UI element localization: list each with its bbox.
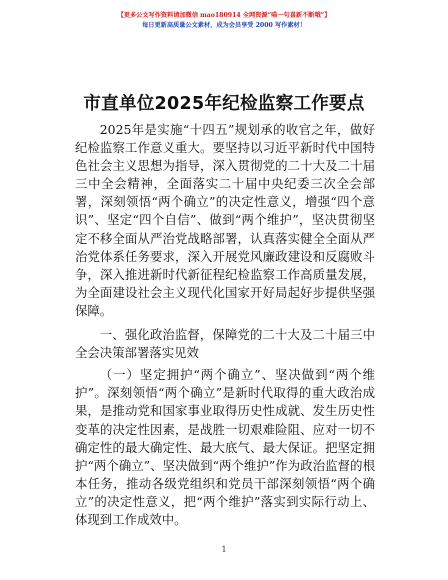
document-title: 市直单位2025年纪检监察工作要点 (83, 94, 365, 114)
document-body (75, 121, 375, 533)
page-number: 1 (221, 545, 227, 554)
promo-line-1: 【更多公文写作资料请加微信 mao180914 全网资源“喵一句喜新不断哦”】 (117, 12, 331, 19)
section-heading-1: 一、强化政治监督，保障党的二十大及二十届三中全会决策部署落实见效 (75, 327, 375, 361)
promo-banner (0, 11, 448, 31)
intro-paragraph: 2025年是实施“十四五”规划承的收官之年，做好纪检监察工作意义重大。要坚持以习近平新时代中国特色社会主义思想为指导，深入贯彻党的二十大及二十届三中全会精神，全面落实二十届中央纪委三次全会部署，深刻领悟“两个确立”的决定性意义，增强“四个意识”、坚定“四个自信”、做到“两个维护”，坚决贯彻坚定不移全面从严治党战略部署，认真落实健全全面从严治党体系任务要求，深入开展党风廉政建设和反腐败斗争，深入推进新时代新征程纪检监察工作高质量发展，为全面建设社会主义现代化国家开好局起好步提供坚强保障。 (75, 122, 375, 318)
promo-line-2: 每日更新高质量公文素材，成为会员享受 2000 写作素材！ (142, 22, 306, 29)
subsection-paragraph-1: （一）坚定拥护“两个确立”、坚决做到“两个维护”。深刻领悟“两个确立”是新时代取得的重大政治成果，是推动党和国家事业取得历史性成就、发生历史性变革的决定性因素，是战胜一切艰难险阻、应对一切不确定性的最大确定性、最大底气、最大保证。把坚定拥护“两个确立”、坚决做到“两个维护”作为政治监督的根本任务，推动各级党组织和党员干部深刻领悟“两个确立”的决定性意义，把“两个维护”落实到实际行动上、体现到工作成效中。 (75, 367, 375, 527)
